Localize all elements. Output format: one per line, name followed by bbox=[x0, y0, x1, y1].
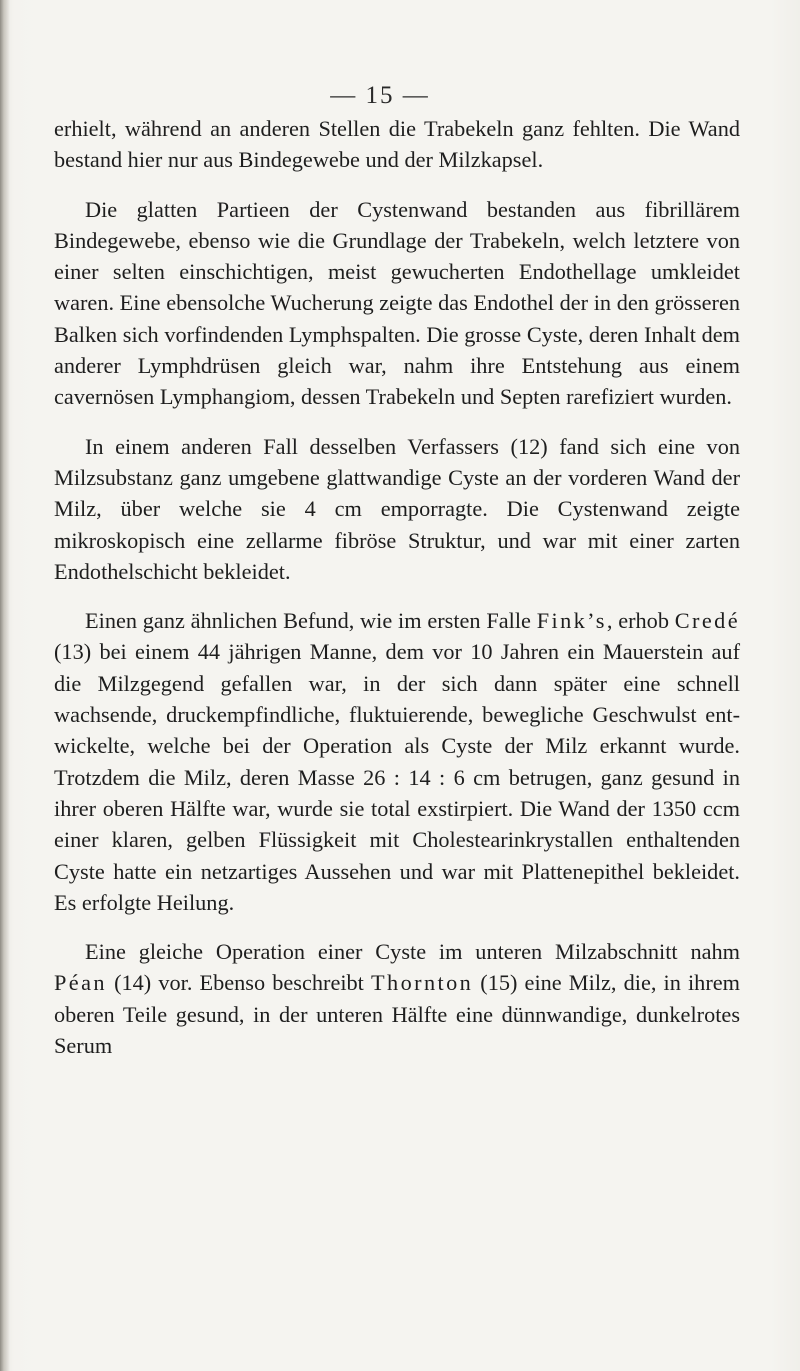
paragraph-3 bbox=[54, 431, 740, 587]
paragraph-text: In einem anderen Fall desselben Verfassers (12) fand sich eine von Milzsubstanz ganz umgebene glattwandige Cyste an der vorderen Wand der Milz, über welche sie 4 cm emporragte. Die Cystenwand zeigte mikroskopisch eine zellarme fibröse Struktur, und war mit einer zarten Endothelschicht bekleidet. bbox=[54, 433, 740, 584]
paragraph-2 bbox=[54, 194, 740, 413]
paragraph-1 bbox=[54, 113, 740, 176]
body-text bbox=[54, 113, 740, 1061]
paragraph-text: (13) bei einem 44 jährigen Manne, dem vor 10 Jahren ein Mauerstein auf die Milzgegend gefallen war, in der sich dann später eine schnell wachsende, druckempfindliche, fluktuierende, bewegliche Geschwulst entwickelte, welche bei der Operation als Cyste der Milz erkannt wurde. Trotzdem die Milz, deren Masse 26 : 14 : 6 cm betrugen, ganz gesund in ihrer oberen Hälfte war, wurde sie total exstirpiert. Die Wand der 1350 ccm einer klaren, gelben Flüssigkeit mit Cholestearinkrystallen enthaltenden Cyste hatte ein netzartiges Aussehen und war mit Plattenepithel bekleidet. Es erfolgte Heilung. bbox=[54, 639, 740, 915]
author-name-pean: Péan bbox=[54, 970, 107, 996]
paragraph-text: , erhob bbox=[606, 608, 675, 634]
author-name-thornton: Thornton bbox=[371, 970, 474, 996]
page-number: — 15 — bbox=[330, 82, 430, 109]
author-name-crede: Credé bbox=[674, 608, 740, 634]
paragraph-4 bbox=[54, 605, 740, 918]
page-binding-edge bbox=[0, 0, 10, 1371]
paragraph-text: Eine gleiche Operation einer Cyste im unteren Milzabschnitt nahm bbox=[85, 939, 740, 965]
paragraph-text: erhielt, während an anderen Stellen die Trabekeln ganz fehlten. Die Wand bestand hier nur aus Bindegewebe und der Milzkapsel. bbox=[54, 116, 740, 173]
paragraph-text: (14) vor. Ebenso beschreibt bbox=[106, 970, 371, 996]
author-name-fink: Fink’s bbox=[536, 608, 607, 634]
paragraph-5 bbox=[54, 936, 740, 1061]
paragraph-text: Einen ganz ähnlichen Befund, wie im ersten Falle bbox=[85, 608, 537, 634]
paragraph-text: Die glatten Partieen der Cystenwand bestanden aus fibrillärem Bindegewebe, ebenso wie die Grundlage der Trabekeln, welch letztere von einer selten einschichtigen, meist gewucherten Endothellage umkleidet waren. Eine ebensolche Wucherung zeigte das Endothel der in den grösseren Balken sich vorfindenden Lymphspalten. Die grosse Cyste, deren Inhalt dem anderer Lymphdrüsen gleich war, nahm ihre Entstehung aus einem cavernösen Lymphangiom, dessen Trabekeln und Septen rarefiziert wurden. bbox=[54, 196, 740, 410]
paragraph-text: (15) eine Milz, die, in ihrem oberen Teile gesund, in der unteren Hälfte eine dünnwandige, dunkelrotes Serum bbox=[54, 970, 740, 1059]
